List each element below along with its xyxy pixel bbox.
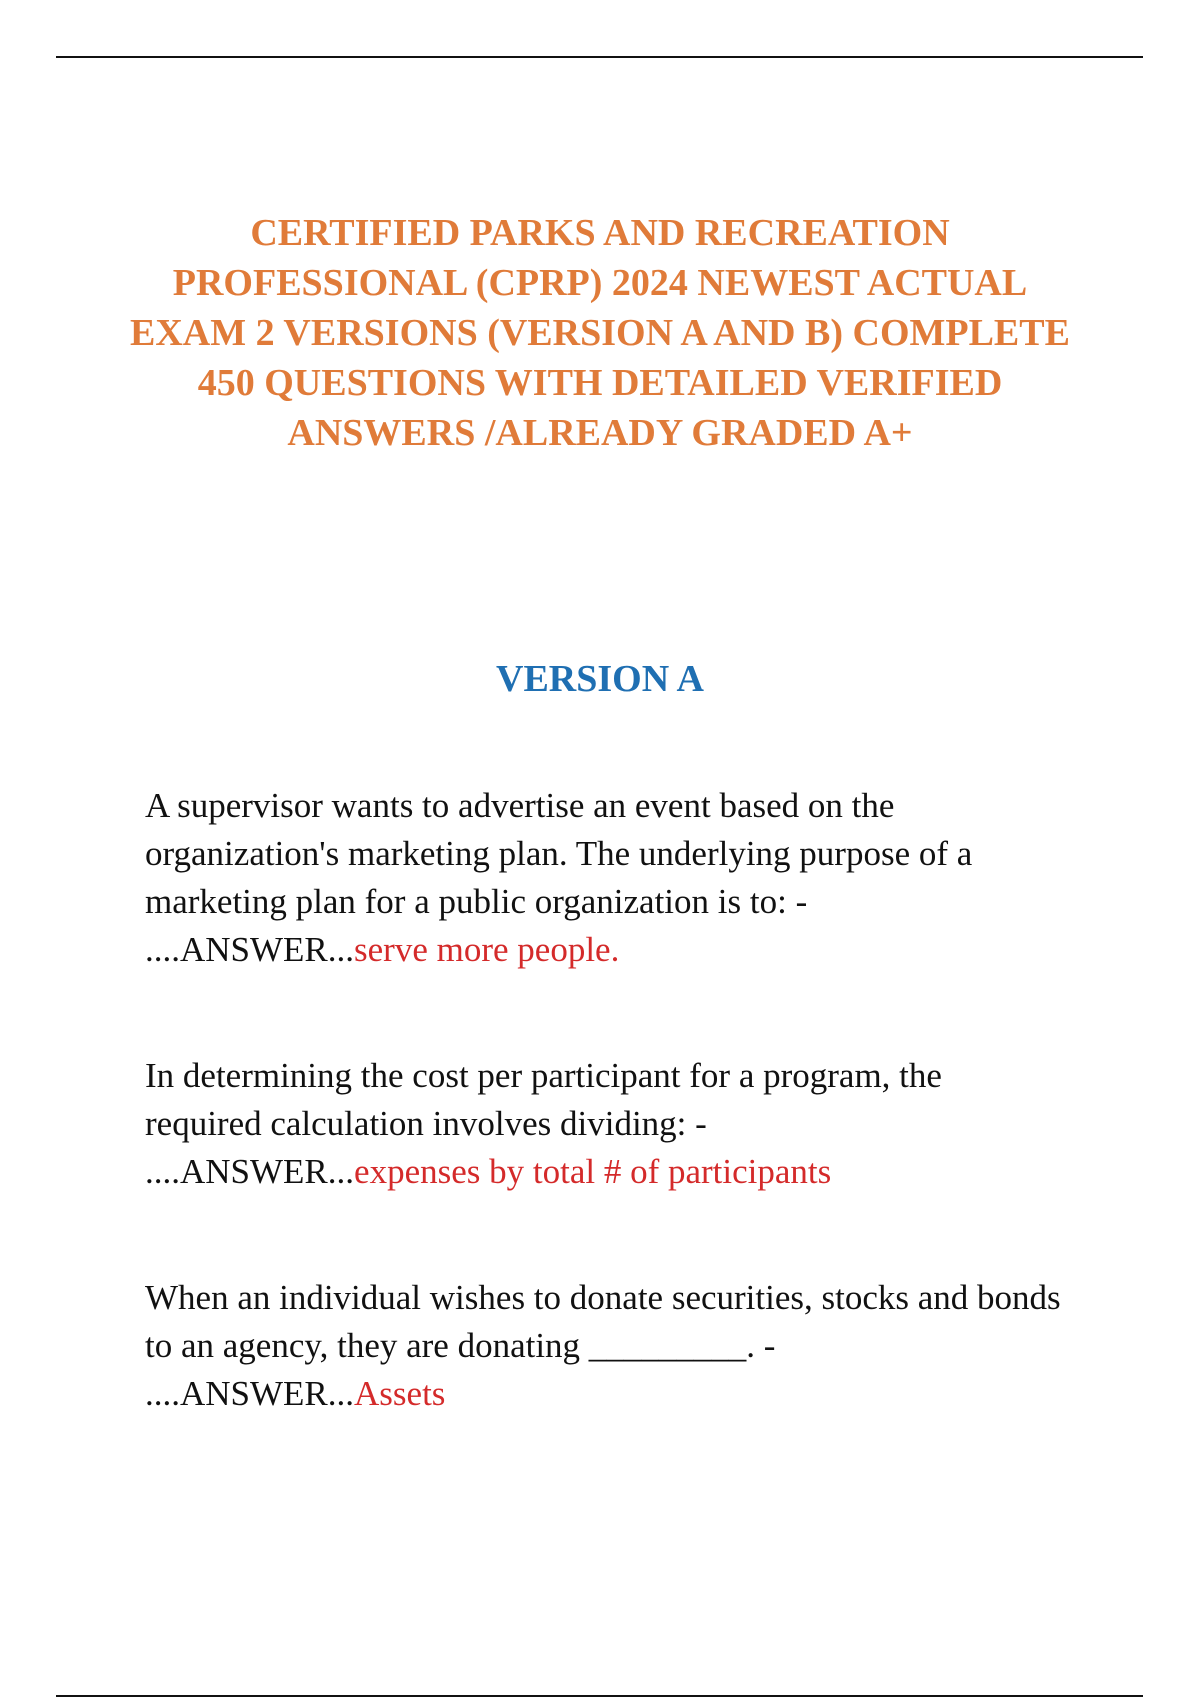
question-text: When an individual wishes to donate securities, stocks and bonds to an agency, they are donating _________. - [145, 1278, 1061, 1365]
answer-prefix: ....ANSWER... [145, 1152, 355, 1191]
answer-prefix: ....ANSWER... [145, 930, 355, 969]
question-item [145, 782, 1065, 974]
question-item [145, 1274, 1065, 1418]
answer-text: serve more people. [354, 930, 620, 969]
question-text: A supervisor wants to advertise an event based on the organization's marketing plan. The underlying purpose of a marketing plan for a public organization is to: - [145, 786, 973, 921]
bottom-divider [56, 1695, 1143, 1697]
top-divider [56, 56, 1143, 58]
answer-prefix: ....ANSWER... [145, 1374, 355, 1413]
question-item [145, 1052, 1065, 1196]
answer-line [145, 926, 1065, 974]
answer-text: expenses by total # of participants [354, 1152, 832, 1191]
answer-line [145, 1148, 1065, 1196]
document-title: CERTIFIED PARKS AND RECREATION PROFESSIONAL (CPRP) 2024 NEWEST ACTUAL EXAM 2 VERSIONS (VERSION A AND B) COMPLETE 450 QUESTIONS WITH DETAILED VERIFIED ANSWERS /ALREADY GRADED A+ [130, 212, 1070, 454]
answer-line [145, 1370, 1065, 1418]
question-text: In determining the cost per participant for a program, the required calculation involves dividing: - [145, 1056, 942, 1143]
version-heading: VERSION A [496, 658, 704, 700]
answer-text: Assets [354, 1374, 446, 1413]
